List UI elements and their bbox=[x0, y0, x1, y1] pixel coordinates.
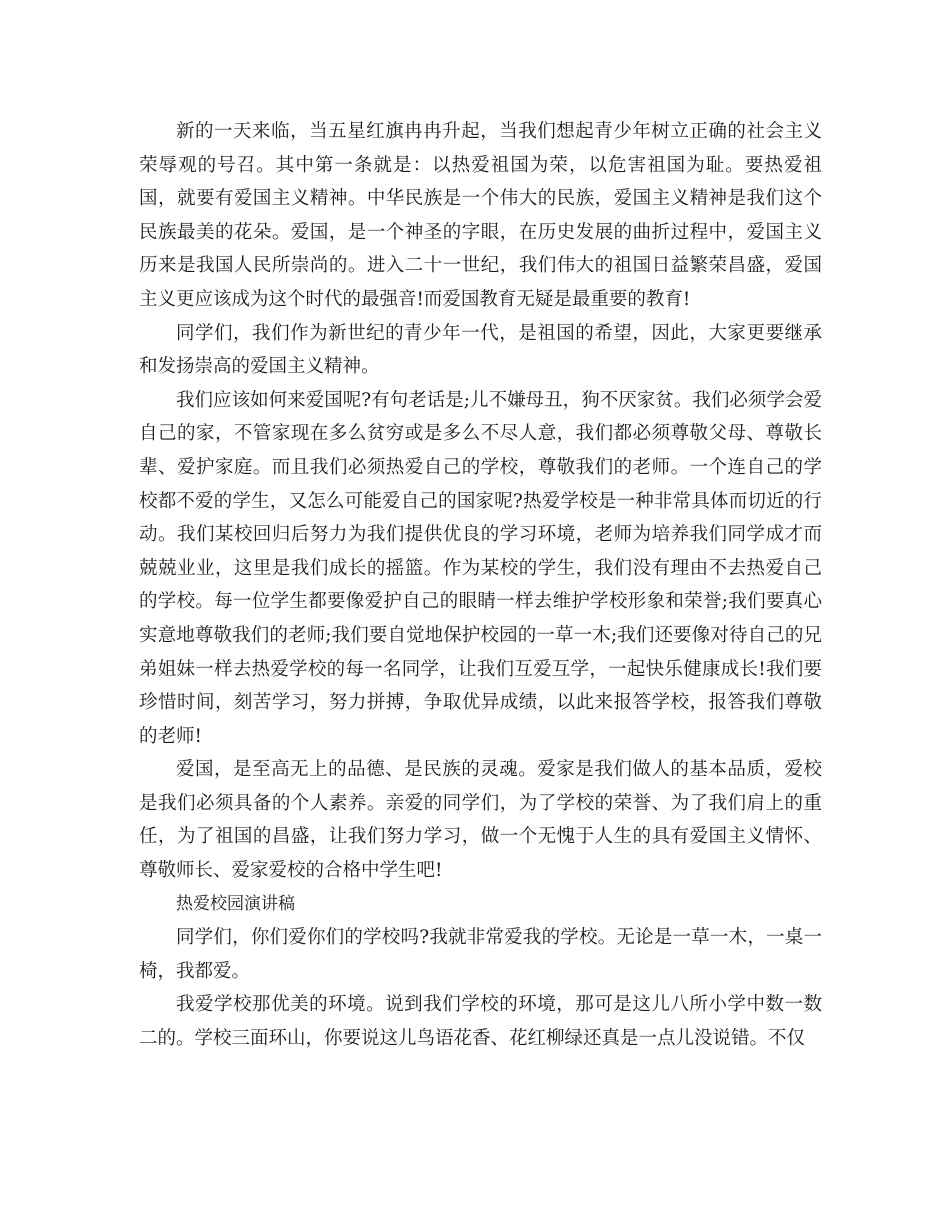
section-title: 热爱校园演讲稿 bbox=[176, 893, 295, 914]
paragraph-patriotism-intro: 新的一天来临，当五星红旗冉冉升起，当我们想起青少年树立正确的社会主义荣辱观的号召。其中第一条就是：以热爱祖国为荣，以危害祖国为耻。要热爱祖国，就要有爱国主义精神。中华民族是一个伟大的民族，爱国主义精神是我们这个民族最美的花朵。爱国，是一个神圣的字眼，在历史发展的曲折过程中，爱国主义历来是我国人民所崇尚的。进入二十一世纪，我们伟大的祖国日益繁荣昌盛，爱国主义更应该成为这个时代的最强音!而爱国教育无疑是最重要的教育! bbox=[139, 121, 822, 310]
paragraph-how-to-love-country: 我们应该如何来爱国呢?有句老话是;儿不嫌母丑，狗不厌家贫。我们必须学会爱自己的家，不管家现在多么贫穷或是多么不尽人意，我们都必须尊敬父母、尊敬长辈、爱护家庭。而且我们必须热爱自己的学校，尊敬我们的老师。一个连自己的学校都不爱的学生，又怎么可能爱自己的国家呢?热爱学校是一种非常具体而切近的行动。我们某校回归后努力为我们提供优良的学习环境，老师为培养我们同学成才而兢兢业业，这里是我们成长的摇篮。作为某校的学生，我们没有理由不去热爱自己的学校。每一位学生都要像爱护自己的眼睛一样去维护学校形象和荣誉;我们要真心实意地尊敬我们的老师;我们要自觉地保护校园的一草一木;我们还要像对待自己的兄弟姐妹一样去热爱学校的每一名同学，让我们互爱互学，一起快乐健康成长!我们要珍惜时间，刻苦学习，努力拼搏，争取优异成绩，以此来报答学校，报答我们尊敬的老师! bbox=[139, 389, 822, 747]
paragraph-love-school-question: 同学们，你们爱你们的学校吗?我就非常爱我的学校。无论是一草一木，一桌一椅，我都爱。 bbox=[139, 927, 822, 982]
paragraph-conclusion: 爱国，是至高无上的品德、是民族的灵魂。爱家是我们做人的基本品质，爱校是我们必须具备的个人素养。亲爱的同学们，为了学校的荣誉、为了我们肩上的重任，为了祖国的昌盛，让我们努力学习，做一个无愧于人生的具有爱国主义情怀、尊敬师长、爱家爱校的合格中学生吧! bbox=[139, 759, 822, 882]
paragraph-classmates-hope: 同学们，我们作为新世纪的青少年一代，是祖国的希望，因此，大家更要继承和发扬崇高的爱国主义精神。 bbox=[139, 322, 822, 378]
paragraph-school-environment: 我爱学校那优美的环境。说到我们学校的环境，那可是这儿八所小学中数一数二的。学校三面环山，你要说这儿鸟语花香、花红柳绿还真是一点儿没说错。不仅 bbox=[139, 994, 822, 1050]
document-page bbox=[139, 115, 822, 1056]
